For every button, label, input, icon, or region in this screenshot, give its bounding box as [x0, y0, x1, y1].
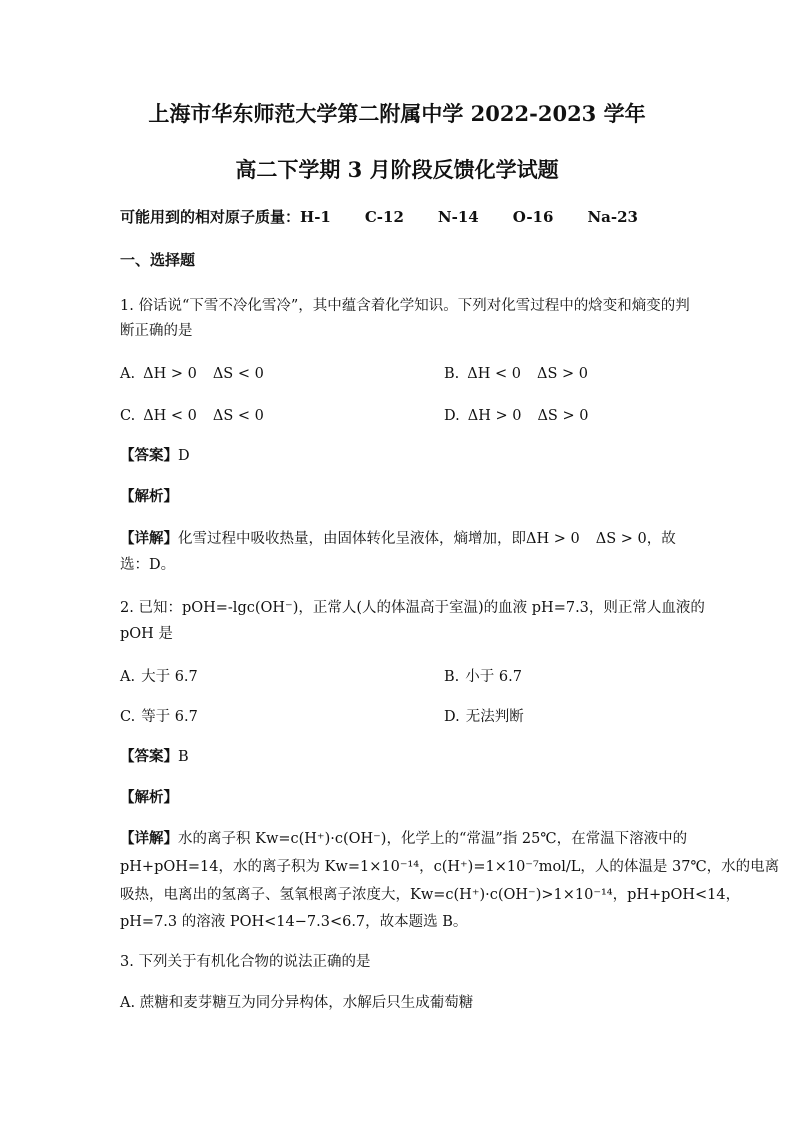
- document-title-line1: 上海市华东师范大学第二附属中学 2022-2023 学年: [148, 101, 646, 126]
- detail-tag: 【详解】: [120, 530, 178, 547]
- atomic-mass-c: C-12: [364, 208, 404, 226]
- atomic-mass-h: H-1: [300, 208, 331, 226]
- atomic-masses-label: 可能用到的相对原子质量：: [120, 208, 301, 226]
- q1-answer-value: D: [178, 448, 190, 464]
- q3-stem: 3. 下列关于有机化合物的说法正确的是: [120, 954, 371, 970]
- q2-option-d: D. 无法判断: [444, 709, 524, 725]
- q1-answer: [120, 446, 190, 466]
- document-title-line2: 高二下学期 3 月阶段反馈化学试题: [235, 157, 559, 182]
- q2-answer-value: B: [178, 749, 189, 765]
- q1-analysis-tag: 【解析】: [120, 488, 178, 505]
- answer-tag: 【答案】: [120, 748, 178, 765]
- q1-option-c: C. ΔH < 0 ΔS < 0: [120, 408, 264, 424]
- atomic-mass-na: Na-23: [587, 208, 638, 226]
- q1-stem-line1: 1. 俗话说“下雪不冷化雪冷”，其中蕴含着化学知识。下列对化雪过程中的焓变和熵变的判: [120, 298, 690, 314]
- detail-tag: 【详解】: [120, 830, 178, 847]
- answer-tag: 【答案】: [120, 447, 178, 464]
- q2-detail-line1: 【详解】水的离子积 Kw=c(H⁺)·c(OH⁻)，化学上的“常温”指 25℃，在常温下溶液中的: [120, 830, 688, 847]
- q1-detail-line2: 选：D。: [120, 557, 176, 573]
- q3-option-a: A. 蔗糖和麦芽糖互为同分异构体，水解后只生成葡萄糖: [120, 995, 474, 1011]
- section-heading: 一、选择题: [120, 251, 196, 269]
- q2-stem-line2: pOH 是: [120, 626, 173, 642]
- q1-stem-line2: 断正确的是: [120, 323, 193, 339]
- q2-analysis-tag: 【解析】: [120, 789, 178, 806]
- q2-option-c: C. 等于 6.7: [120, 709, 198, 725]
- atomic-masses-row: [120, 207, 638, 227]
- q1-option-b: B. ΔH < 0 ΔS > 0: [444, 366, 588, 382]
- q2-detail-line4: pH=7.3 的溶液 POH<14−7.3<6.7，故本题选 B。: [120, 914, 468, 930]
- q2-option-b: B. 小于 6.7: [444, 669, 522, 685]
- q1-option-a: A. ΔH > 0 ΔS < 0: [120, 366, 264, 382]
- q2-answer: [120, 747, 189, 767]
- atomic-mass-n: N-14: [437, 208, 479, 226]
- q1-detail-line1: 【详解】化雪过程中吸收热量，由固体转化呈液体，熵增加，即ΔH > 0 ΔS > 0，故: [120, 530, 676, 547]
- atomic-mass-o: O-16: [512, 208, 554, 226]
- q2-detail-line2: pH+pOH=14，水的离子积为 Kw=1×10⁻¹⁴，c(H⁺)=1×10⁻⁷mol/L，人的体温是 37℃，水的电离: [120, 859, 780, 875]
- q2-option-a: A. 大于 6.7: [120, 669, 198, 685]
- q2-detail-line3: 吸热，电离出的氢离子、氢氧根离子浓度大，Kw=c(H⁺)·c(OH⁻)>1×10⁻¹⁴，pH+pOH<14，: [120, 887, 741, 903]
- q2-stem-line1: 2. 已知：pOH=-lgc(OH⁻)，正常人(人的体温高于室温)的血液 pH=7.3，则正常人血液的: [120, 600, 705, 616]
- q1-option-d: D. ΔH > 0 ΔS > 0: [444, 408, 589, 424]
